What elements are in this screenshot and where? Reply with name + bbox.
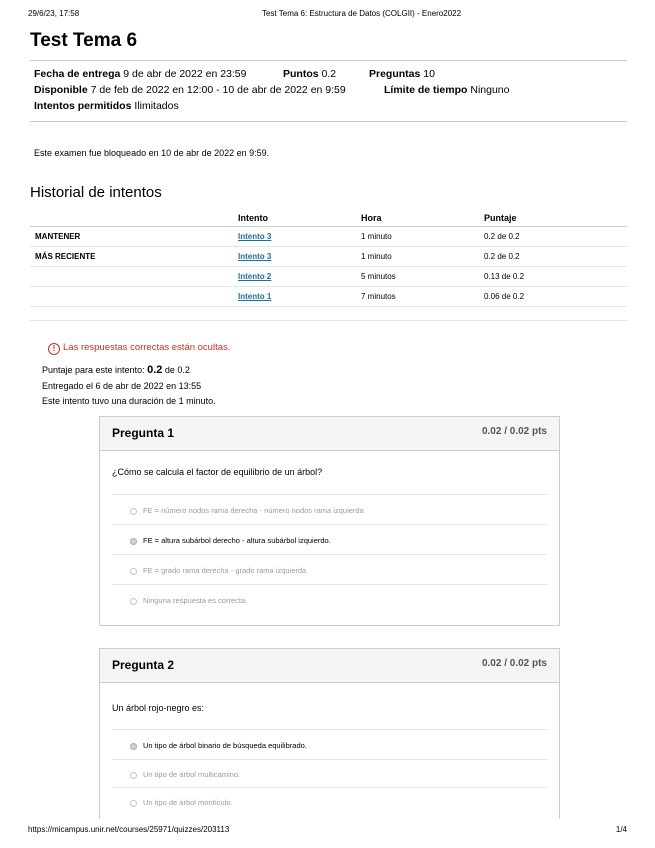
answer-text: FE = grado rama derecha - grado rama izquierda [143, 566, 307, 575]
row-label [30, 267, 238, 287]
divider [112, 494, 547, 495]
score-suffix: de 0.2 [164, 365, 190, 375]
attempt-score: 0.2 de 0.2 [484, 227, 627, 247]
radio-icon[interactable] [130, 598, 137, 605]
attempt-score: 0.2 de 0.2 [484, 247, 627, 267]
attempt-score: 0.06 de 0.2 [484, 287, 627, 307]
questions-value: 10 [423, 68, 435, 80]
table-row [30, 227, 627, 247]
answer-text: Ninguna respuesta es correcta. [143, 596, 248, 605]
divider [30, 320, 627, 321]
points-field [283, 68, 336, 80]
warning-icon: ! [48, 343, 60, 355]
score-prefix: Puntaje para este intento: [42, 365, 145, 375]
divider [112, 787, 547, 788]
questions-label: Preguntas [369, 68, 421, 80]
divider [30, 60, 627, 61]
divider [30, 121, 627, 122]
answer-option[interactable] [130, 566, 306, 575]
answer-text: Un tipo de árbol binario de búsqueda equilibrado. [143, 741, 307, 750]
points-label: Puntos [283, 68, 319, 80]
answer-text: FE = altura subárbol derecho - altura subárbol izquierdo. [143, 536, 331, 545]
column-header-time: Hora [361, 210, 484, 227]
available-value: 7 de feb de 2022 en 12:00 - 10 de abr de 2022 en 9:59 [90, 84, 346, 96]
question-text: Un árbol rojo-negro es: [112, 703, 205, 713]
answer-option[interactable] [130, 596, 247, 605]
divider [112, 584, 547, 585]
column-header-attempt: Intento [238, 210, 361, 227]
row-label: MANTENER [30, 227, 238, 247]
table-row [30, 267, 627, 287]
question-2 [99, 648, 560, 819]
column-header-empty [30, 210, 238, 227]
divider [112, 729, 547, 730]
table-row [30, 247, 627, 267]
submitted-line: Entregado el 6 de abr de 2022 en 13:55 [42, 381, 202, 391]
question-1 [99, 416, 560, 626]
print-page-number: 1/4 [615, 825, 627, 834]
table-row [30, 287, 627, 307]
answer-text: Un tipo de árbol multicamino. [143, 770, 241, 779]
page-title: Test Tema 6 [30, 30, 138, 51]
row-label: MÁS RECIENTE [30, 247, 238, 267]
hidden-answers-text: Las respuestas correctas están ocultas. [63, 342, 231, 353]
question-header [100, 417, 559, 451]
print-datetime: 29/6/23, 17:58 [28, 9, 80, 18]
divider [112, 759, 547, 760]
radio-selected-icon[interactable] [130, 538, 137, 545]
time-limit-label: Límite de tiempo [384, 84, 468, 96]
radio-icon[interactable] [130, 508, 137, 515]
attempts-field [34, 100, 179, 112]
question-title: Pregunta 1 [112, 426, 175, 440]
answer-text: Un tipo de árbol montículo. [143, 798, 233, 807]
history-heading: Historial de intentos [30, 184, 162, 201]
hidden-answers-notice [48, 342, 230, 355]
due-value: 9 de abr de 2022 en 23:59 [123, 68, 247, 80]
score-value: 0.2 [147, 364, 163, 376]
attempt-time: 5 minutos [361, 267, 484, 287]
attempts-value: Ilimitados [134, 100, 179, 112]
print-doc-title: Test Tema 6: Estructura de Datos (COLGII) - Enero2022 [262, 9, 462, 18]
question-text: ¿Cómo se calcula el factor de equilibrio de un árbol? [112, 467, 323, 477]
question-header [100, 649, 559, 683]
answer-option-selected[interactable] [130, 741, 307, 750]
points-value: 0.2 [321, 68, 337, 80]
attempt-link[interactable]: Intento 1 [238, 292, 272, 301]
locked-message: Este examen fue bloqueado en 10 de abr de 2022 en 9:59. [34, 148, 270, 158]
radio-icon[interactable] [130, 800, 137, 807]
attempt-score: 0.13 de 0.2 [484, 267, 627, 287]
attempt-score-line [42, 364, 190, 376]
radio-icon[interactable] [130, 568, 137, 575]
available-field [34, 84, 346, 96]
attempt-time: 7 minutos [361, 287, 484, 307]
table-header-row [30, 210, 627, 227]
questions-field [369, 68, 435, 80]
attempt-time: 1 minuto [361, 247, 484, 267]
answer-text: FE = número nodos rama derecha - número nodos rama izquierda [143, 506, 364, 515]
available-label: Disponible [34, 84, 88, 96]
attempt-time: 1 minuto [361, 227, 484, 247]
answer-option[interactable] [130, 770, 240, 779]
time-limit-value: Ninguno [470, 84, 510, 96]
answer-option[interactable] [130, 506, 364, 515]
divider [112, 524, 547, 525]
due-label: Fecha de entrega [34, 68, 121, 80]
column-header-score: Puntaje [484, 210, 627, 227]
attempts-label: Intentos permitidos [34, 100, 132, 112]
divider [112, 554, 547, 555]
question-points: 0.02 / 0.02 pts [481, 426, 547, 437]
attempt-link[interactable]: Intento 2 [238, 272, 272, 281]
quiz-details-row-1 [34, 68, 247, 80]
question-points: 0.02 / 0.02 pts [481, 658, 547, 669]
answer-option-selected[interactable] [130, 536, 331, 545]
attempt-link[interactable]: Intento 3 [238, 232, 272, 241]
attempt-history-table [30, 210, 627, 307]
radio-icon[interactable] [130, 772, 137, 779]
question-title: Pregunta 2 [112, 658, 175, 672]
row-label [30, 287, 238, 307]
radio-selected-icon[interactable] [130, 743, 137, 750]
print-url: https://micampus.unir.net/courses/25971/quizzes/203113 [28, 825, 230, 834]
time-limit-field [384, 84, 509, 96]
answer-option[interactable] [130, 798, 233, 807]
duration-line: Este intento tuvo una duración de 1 minuto. [42, 396, 216, 406]
attempt-link[interactable]: Intento 3 [238, 252, 272, 261]
